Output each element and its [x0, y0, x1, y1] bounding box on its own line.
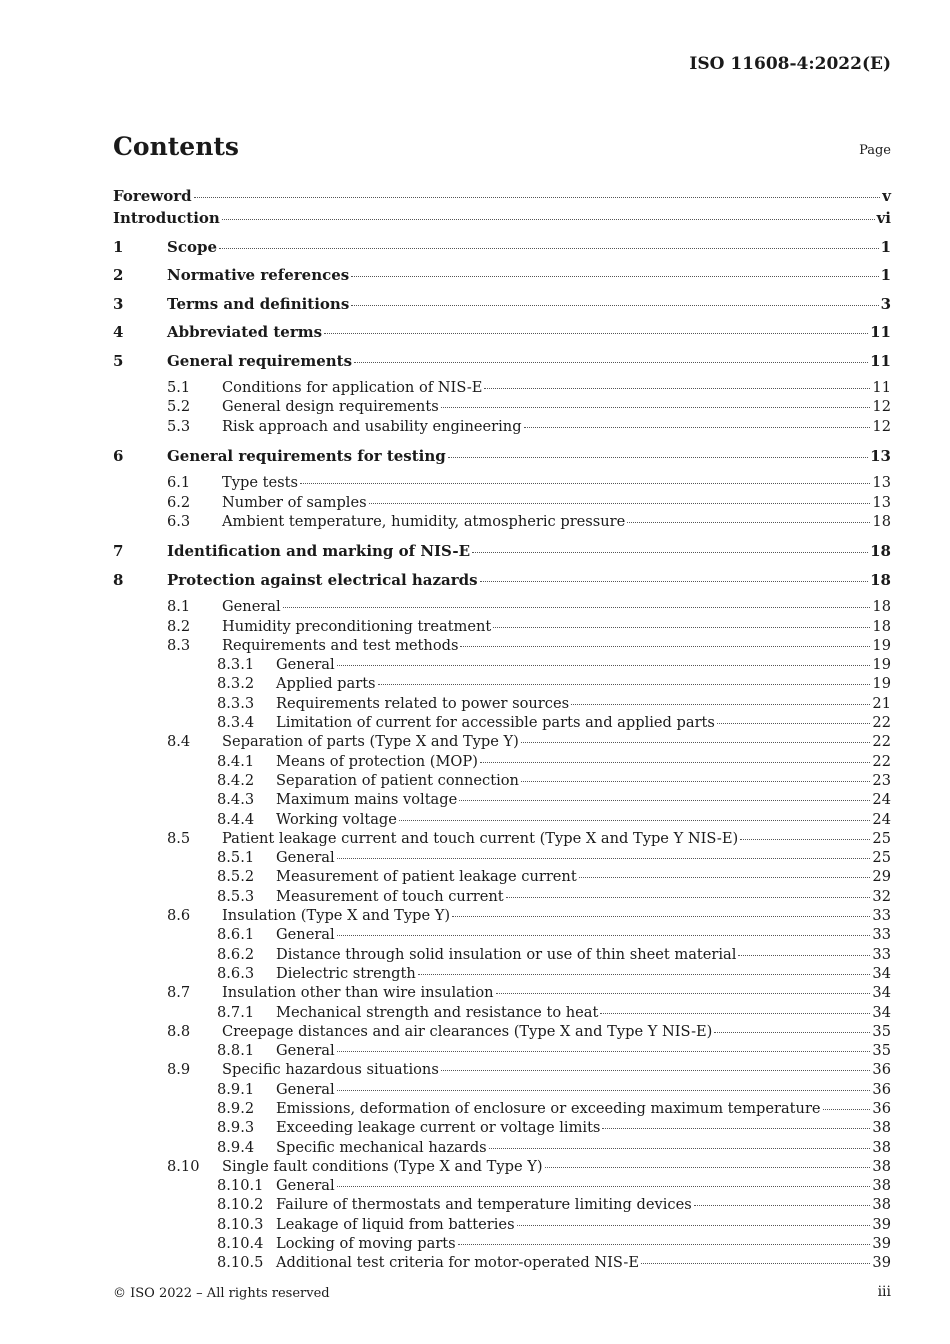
dot-leader — [714, 1032, 870, 1033]
dot-leader — [448, 457, 868, 458]
toc-entry[interactable] — [113, 1254, 891, 1273]
toc-entry-title: General — [276, 1042, 335, 1060]
toc-entry-title: Additional test criteria for motor-operated NIS-E — [276, 1254, 639, 1272]
toc-entry[interactable] — [113, 675, 891, 694]
toc-entry[interactable] — [113, 811, 891, 830]
toc-entry-title: Ambient temperature, humidity, atmospheric pressure — [222, 512, 626, 530]
toc-entry[interactable] — [113, 513, 891, 532]
toc-entry-number: 5 — [113, 351, 124, 370]
toc-entry-number: 5.1 — [167, 379, 191, 396]
toc-entry-title: General — [276, 1080, 335, 1098]
toc-entry-number: 8.4.2 — [217, 771, 255, 789]
dot-leader — [337, 858, 871, 859]
toc-entry-number: 6.2 — [167, 493, 191, 511]
toc-entry-title: Locking of moving parts — [276, 1235, 456, 1253]
toc-entry-number: 8.3.2 — [217, 675, 255, 693]
dot-leader — [337, 1051, 871, 1052]
toc-entry-number: 8.4.3 — [217, 791, 255, 809]
toc-entry-page: v — [882, 187, 891, 205]
toc-entry-title: Terms and definitions — [167, 294, 350, 313]
dot-leader — [378, 684, 871, 685]
toc-entry[interactable] — [113, 618, 891, 637]
toc-entry-page: 36 — [872, 1080, 891, 1098]
table-of-contents — [113, 186, 891, 1274]
toc-entry-number: 6 — [113, 446, 124, 465]
toc-entry-title: General design requirements — [222, 398, 439, 416]
toc-entry-page: 38 — [872, 1157, 891, 1175]
toc-entry[interactable] — [113, 265, 891, 294]
dot-leader — [579, 877, 871, 878]
dot-leader — [460, 646, 870, 647]
toc-entry-title: Working voltage — [276, 810, 397, 828]
toc-entry-page: 32 — [872, 887, 891, 905]
toc-entry-title: Creepage distances and air clearances (Type X and Type Y NIS-E) — [222, 1022, 713, 1040]
toc-entry-number: 4 — [113, 323, 124, 341]
dot-leader — [545, 1167, 871, 1168]
toc-entry[interactable] — [113, 1061, 891, 1080]
toc-entry-title: Humidity preconditioning treatment — [222, 617, 492, 635]
toc-entry[interactable] — [113, 926, 891, 945]
toc-entry-number: 8.8 — [167, 1022, 191, 1040]
toc-entry-title: Risk approach and usability engineering — [222, 417, 522, 435]
toc-entry-page: 18 — [872, 617, 891, 635]
toc-entry[interactable] — [113, 637, 891, 656]
toc-entry[interactable] — [113, 888, 891, 907]
toc-entry-number: 8.9 — [167, 1061, 191, 1079]
toc-entry[interactable] — [113, 379, 891, 398]
toc-entry-number: 8.9.2 — [217, 1100, 255, 1117]
toc-entry-number: 8.3.3 — [217, 694, 255, 712]
dot-leader — [283, 607, 871, 608]
toc-entry[interactable] — [113, 907, 891, 926]
toc-entry-page: 18 — [870, 542, 891, 561]
dot-leader — [571, 704, 870, 705]
toc-entry-number: 8.6.3 — [217, 964, 255, 982]
toc-entry-number: 8.10.4 — [217, 1235, 264, 1253]
dot-leader — [441, 407, 871, 408]
toc-entry[interactable] — [113, 322, 891, 351]
toc-entry[interactable] — [113, 186, 891, 208]
toc-entry-number: 8.10 — [167, 1157, 200, 1175]
toc-entry[interactable] — [113, 208, 891, 237]
dot-leader — [399, 820, 871, 821]
toc-entry-number: 8.2 — [167, 617, 191, 635]
toc-entry[interactable] — [113, 772, 891, 791]
dot-leader — [452, 916, 870, 917]
toc-entry-title: Conditions for application of NIS-E — [222, 379, 483, 396]
dot-leader — [484, 388, 870, 389]
toc-entry-page: 24 — [872, 791, 891, 809]
toc-entry-page: 11 — [872, 379, 891, 396]
toc-entry-number: 1 — [113, 237, 124, 256]
toc-entry-title: General requirements for testing — [167, 446, 446, 465]
toc-entry-number: 8.6 — [167, 907, 191, 925]
page-column-label: Page — [859, 143, 891, 158]
toc-entry[interactable] — [113, 656, 891, 675]
toc-entry-page: 19 — [872, 675, 891, 693]
dot-leader — [351, 276, 878, 277]
toc-entry-title: General — [222, 598, 281, 616]
toc-entry-page: 11 — [870, 323, 891, 341]
dot-leader — [458, 1244, 871, 1245]
toc-entry[interactable] — [113, 695, 891, 714]
toc-entry-page: 12 — [872, 417, 891, 435]
toc-entry[interactable] — [113, 1119, 891, 1138]
toc-entry[interactable] — [113, 598, 891, 617]
toc-entry[interactable] — [113, 965, 891, 984]
toc-entry-title: General — [276, 1177, 335, 1195]
toc-entry-title: Identification and marking of NIS-E — [167, 542, 471, 561]
toc-entry[interactable] — [113, 830, 891, 849]
toc-entry-page: 33 — [872, 945, 891, 963]
toc-entry-title: Separation of parts (Type X and Type Y) — [222, 733, 519, 751]
toc-entry-number: 8.10.1 — [217, 1177, 264, 1195]
toc-entry-number: 8.4 — [167, 733, 191, 751]
toc-entry-page: 1 — [880, 237, 891, 256]
toc-entry-page: 38 — [872, 1138, 891, 1156]
toc-entry-page: 38 — [872, 1177, 891, 1195]
toc-entry[interactable] — [113, 1216, 891, 1235]
toc-entry-page: 33 — [872, 907, 891, 925]
dot-leader — [337, 665, 871, 666]
document-code: ISO 11608-4:2022(E) — [689, 54, 891, 74]
toc-entry-number: 8.5.1 — [217, 849, 255, 867]
toc-entry[interactable] — [113, 1004, 891, 1023]
dot-leader — [521, 781, 870, 782]
toc-entry-title: Exceeding leakage current or voltage limits — [276, 1119, 601, 1137]
toc-entry-page: 12 — [872, 398, 891, 416]
dot-leader — [521, 742, 871, 743]
toc-entry-page: 1 — [880, 266, 891, 284]
dot-leader — [324, 333, 868, 334]
toc-entry-page: 13 — [870, 446, 891, 465]
toc-entry-title: Insulation (Type X and Type Y) — [222, 907, 451, 925]
toc-entry-title: Separation of patient connection — [276, 771, 519, 789]
toc-entry[interactable] — [113, 1139, 891, 1158]
toc-entry[interactable] — [113, 946, 891, 965]
dot-leader — [337, 1186, 871, 1187]
toc-entry-page: 34 — [872, 1003, 891, 1021]
toc-entry-title: Measurement of patient leakage current — [276, 868, 577, 886]
toc-entry-title: Specific mechanical hazards — [276, 1138, 487, 1156]
toc-entry-title: Maximum mains voltage — [276, 791, 458, 809]
toc-entry-title: Number of samples — [222, 493, 367, 511]
toc-entry-number: 8.3 — [167, 636, 191, 654]
toc-entry[interactable] — [113, 1042, 891, 1061]
dot-leader — [600, 1013, 870, 1014]
toc-entry-title: Introduction — [113, 209, 220, 227]
toc-entry-page: 39 — [872, 1215, 891, 1233]
toc-entry[interactable] — [113, 294, 891, 323]
toc-entry-title: Dielectric strength — [276, 964, 416, 982]
toc-entry-page: 23 — [872, 771, 891, 789]
toc-entry-page: 35 — [872, 1022, 891, 1040]
toc-entry-number: 8.10.3 — [217, 1215, 264, 1233]
page-title: Contents — [113, 132, 240, 161]
toc-entry-number: 8.10.5 — [217, 1254, 264, 1272]
toc-entry-number: 2 — [113, 266, 124, 284]
toc-entry-page: 39 — [872, 1254, 891, 1272]
dot-leader — [627, 522, 870, 523]
toc-entry-title: Scope — [167, 237, 218, 256]
toc-entry-title: Emissions, deformation of enclosure or exceeding maximum temperature — [276, 1100, 821, 1117]
toc-entry-page: 18 — [872, 512, 891, 530]
toc-entry-page: 38 — [872, 1196, 891, 1214]
toc-entry[interactable] — [113, 1081, 891, 1100]
dot-leader — [472, 552, 868, 553]
toc-entry-title: Limitation of current for accessible parts and applied parts — [276, 714, 715, 732]
toc-entry-page: 21 — [872, 694, 891, 712]
toc-entry[interactable] — [113, 1158, 891, 1177]
toc-entry-number: 6.3 — [167, 512, 191, 530]
toc-entry-number: 8.3.4 — [217, 714, 255, 732]
dot-leader — [351, 305, 878, 306]
toc-entry-page: 19 — [872, 656, 891, 674]
toc-entry[interactable] — [113, 984, 891, 1003]
toc-entry-title: Normative references — [167, 266, 350, 284]
toc-entry-number: 3 — [113, 294, 124, 313]
toc-entry-page: 18 — [872, 598, 891, 616]
toc-entry-number: 8.5.2 — [217, 868, 255, 886]
toc-entry-title: Measurement of touch current — [276, 887, 504, 905]
dot-leader — [222, 219, 875, 220]
toc-entry-page: 19 — [872, 636, 891, 654]
toc-entry-number: 8.9.1 — [217, 1080, 255, 1098]
toc-entry-number: 8.4.1 — [217, 752, 255, 770]
toc-entry-title: Requirements related to power sources — [276, 694, 570, 712]
toc-entry-number: 8.9.4 — [217, 1138, 255, 1156]
toc-entry-page: 25 — [872, 849, 891, 867]
toc-entry-title: Leakage of liquid from batteries — [276, 1215, 515, 1233]
dot-leader — [493, 627, 870, 628]
toc-entry-page: 39 — [872, 1235, 891, 1253]
toc-entry[interactable] — [113, 237, 891, 266]
toc-entry[interactable] — [113, 1100, 891, 1119]
dot-leader — [354, 362, 868, 363]
toc-entry-title: Requirements and test methods — [222, 636, 459, 654]
toc-entry-title: Type tests — [222, 474, 298, 492]
toc-entry-page: 13 — [872, 493, 891, 511]
toc-entry-page: 3 — [880, 294, 891, 313]
toc-entry[interactable] — [113, 418, 891, 437]
toc-entry-title: Protection against electrical hazards — [167, 570, 478, 589]
dot-leader — [602, 1128, 870, 1129]
toc-entry-page: 35 — [872, 1042, 891, 1060]
dot-leader — [496, 993, 871, 994]
toc-entry-number: 8.3.1 — [217, 656, 255, 674]
dot-leader — [738, 955, 870, 956]
toc-entry-title: Single fault conditions (Type X and Type Y) — [222, 1157, 543, 1175]
toc-entry-number: 8.6.2 — [217, 945, 255, 963]
toc-entry[interactable] — [113, 753, 891, 772]
toc-entry-title: Insulation other than wire insulation — [222, 984, 494, 1002]
toc-entry-page: vi — [876, 209, 891, 227]
toc-entry-page: 25 — [872, 829, 891, 847]
dot-leader — [480, 581, 869, 582]
toc-entry-page: 22 — [872, 752, 891, 770]
dot-leader — [480, 762, 871, 763]
toc-entry[interactable] — [113, 1177, 891, 1196]
toc-entry[interactable] — [113, 849, 891, 868]
toc-entry-title: General — [276, 926, 335, 944]
copyright-notice: © ISO 2022 – All rights reserved — [113, 1286, 330, 1301]
toc-entry-title: Mechanical strength and resistance to heat — [276, 1003, 599, 1021]
toc-entry-title: General requirements — [167, 351, 353, 370]
toc-entry-number: 8.5 — [167, 829, 191, 847]
toc-entry-page: 13 — [872, 474, 891, 492]
toc-entry-page: 24 — [872, 810, 891, 828]
dot-leader — [489, 1148, 871, 1149]
toc-entry[interactable] — [113, 1023, 891, 1042]
toc-entry[interactable] — [113, 494, 891, 513]
toc-entry-title: Specific hazardous situations — [222, 1061, 439, 1079]
toc-entry-page: 33 — [872, 926, 891, 944]
dot-leader — [300, 483, 870, 484]
toc-entry[interactable] — [113, 570, 891, 599]
toc-entry-number: 5.2 — [167, 398, 191, 416]
page-number: iii — [877, 1284, 891, 1300]
dot-leader — [694, 1205, 871, 1206]
toc-entry-number: 8.7 — [167, 984, 191, 1002]
toc-entry[interactable] — [113, 446, 891, 475]
toc-entry-page: 34 — [872, 964, 891, 982]
dot-leader — [740, 839, 870, 840]
toc-entry-page: 22 — [872, 733, 891, 751]
toc-entry-number: 7 — [113, 542, 124, 561]
dot-leader — [337, 1090, 871, 1091]
toc-entry-number: 6.1 — [167, 474, 191, 492]
toc-entry[interactable] — [113, 733, 891, 752]
toc-entry[interactable] — [113, 398, 891, 417]
dot-leader — [459, 800, 870, 801]
toc-entry-page: 34 — [872, 984, 891, 1002]
toc-entry-number: 8.9.3 — [217, 1119, 255, 1137]
dot-leader — [823, 1109, 871, 1110]
toc-entry-number: 8.8.1 — [217, 1042, 255, 1060]
dot-leader — [441, 1070, 871, 1071]
toc-entry-number: 8.6.1 — [217, 926, 255, 944]
toc-entry-title: Means of protection (MOP) — [276, 752, 478, 770]
toc-entry-page: 11 — [870, 351, 891, 370]
toc-entry-title: Abbreviated terms — [167, 323, 323, 341]
dot-leader — [717, 723, 871, 724]
toc-entry[interactable] — [113, 791, 891, 810]
toc-entry[interactable] — [113, 474, 891, 493]
dot-leader — [517, 1225, 871, 1226]
toc-entry-title: Foreword — [113, 187, 192, 205]
dot-leader — [418, 974, 871, 975]
toc-entry-page: 38 — [872, 1119, 891, 1137]
toc-entry[interactable] — [113, 351, 891, 380]
toc-entry-page: 36 — [872, 1061, 891, 1079]
toc-entry[interactable] — [113, 714, 891, 733]
toc-entry-title: Applied parts — [276, 675, 376, 693]
dot-leader — [337, 935, 871, 936]
toc-entry-title: Failure of thermostats and temperature limiting devices — [276, 1196, 692, 1214]
toc-entry-page: 22 — [872, 714, 891, 732]
dot-leader — [524, 427, 871, 428]
toc-entry-page: 36 — [872, 1100, 891, 1117]
dot-leader — [641, 1263, 870, 1264]
toc-entry-number: 8.7.1 — [217, 1003, 255, 1021]
dot-leader — [194, 197, 881, 198]
toc-entry-title: Patient leakage current and touch current (Type X and Type Y NIS-E) — [222, 829, 739, 847]
toc-entry-number: 8.5.3 — [217, 887, 255, 905]
dot-leader — [506, 897, 871, 898]
toc-entry-number: 8.10.2 — [217, 1196, 264, 1214]
toc-entry[interactable] — [113, 868, 891, 887]
toc-entry-number: 8.4.4 — [217, 810, 255, 828]
toc-entry[interactable] — [113, 1235, 891, 1254]
toc-entry-number: 8.1 — [167, 598, 191, 616]
toc-entry-title: Distance through solid insulation or use of thin sheet material — [276, 945, 737, 963]
toc-entry-page: 29 — [872, 868, 891, 886]
toc-entry-number: 8 — [113, 570, 124, 589]
toc-entry-number: 5.3 — [167, 417, 191, 435]
toc-entry-page: 18 — [870, 570, 891, 589]
toc-entry[interactable] — [113, 541, 891, 570]
toc-entry-title: General — [276, 656, 335, 674]
dot-leader — [369, 503, 871, 504]
toc-entry-title: General — [276, 849, 335, 867]
toc-entry[interactable] — [113, 1196, 891, 1215]
dot-leader — [219, 248, 879, 249]
